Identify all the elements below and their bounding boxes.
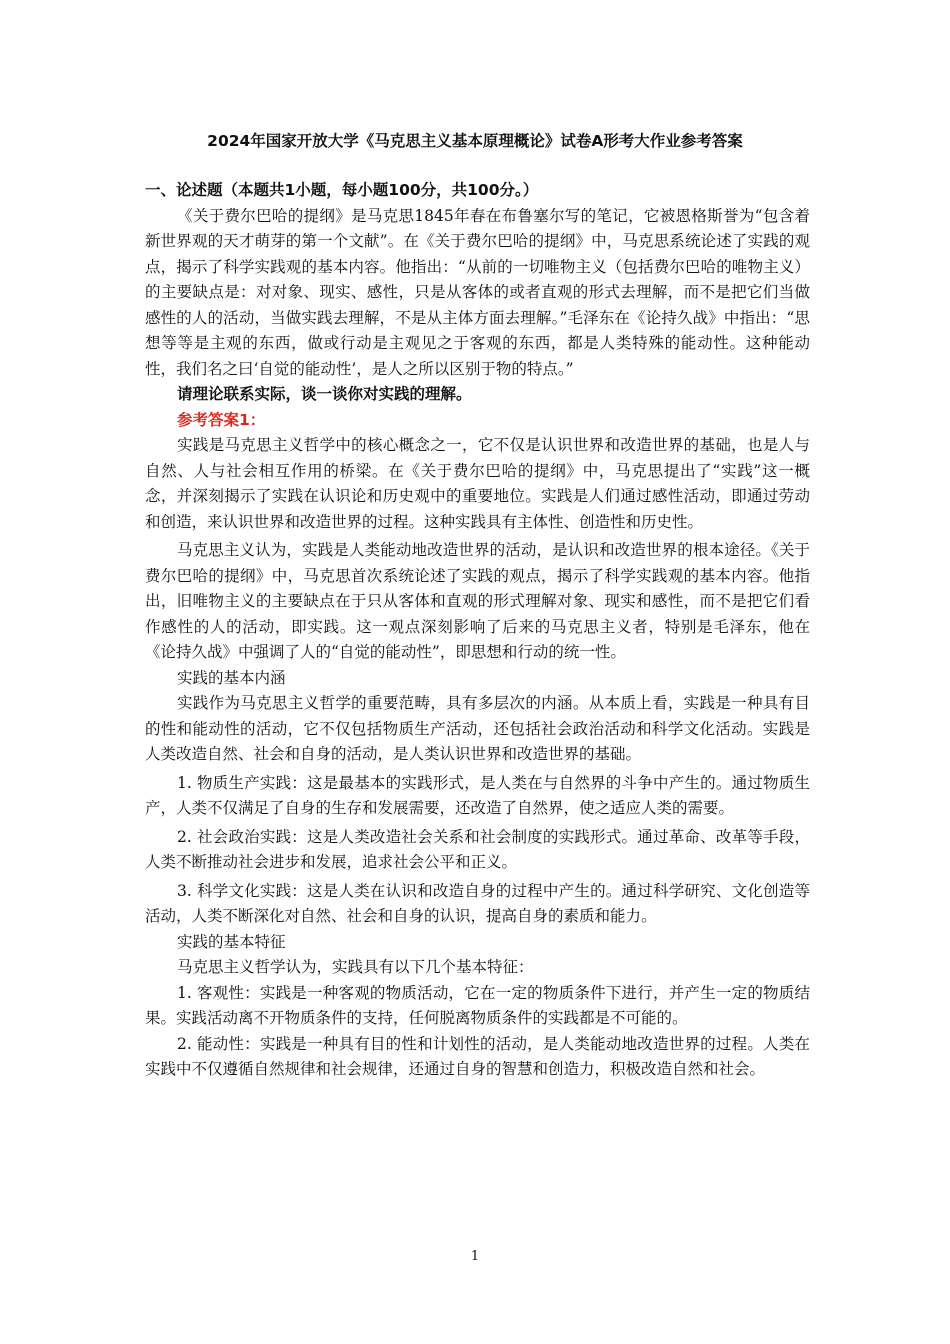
question-prompt: 请理论联系实际，谈一谈你对实践的理解。 [177,385,472,403]
page-number: 1 [470,1249,480,1264]
document-title: 2024年国家开放大学《马克思主义基本原理概论》试卷A形考大作业参考答案 [207,132,743,150]
list-item: 2. 社会政治实践：这是人类改造社会关系和社会制度的实践形式。通过革命、改革等手段，人类不断推动社会进步和发展，追求社会公平和正义。 [145,827,810,871]
answer-paragraph: 马克思主义哲学认为，实践具有以下几个基本特征： [177,958,534,976]
question-text: 《关于费尔巴哈的提纲》是马克思1845年春在布鲁塞尔写的笔记，它被恩格斯誉为“包含着新世界观的天才萌芽的第一个文献”。在《关于费尔巴哈的提纲》中，马克思系统论述了实践的观点，揭示了科学实践观的基本内容。他指出：“从前的一切唯物主义（包括费尔巴哈的唯物主义）的主要缺点是：对对象、现实、感性，只是从客体的或者直观的形式去理解，而不是把它们当做感性的人的活动，当做实践去理解，不是从主体方面去理解。”毛泽东在《论持久战》中指出：“思想等等是主观的东西，做或行动是主观见之于客观的东西，都是人类特殊的能动性。这种能动性，我们名之曰‘自觉的能动性’，是人之所以区别于物的特点。” [145,206,810,378]
subheading-basic-features: 实践的基本特征 [177,932,286,951]
section-heading: 一、论述题（本题共1小题，每小题100分，共100分。） [145,181,539,199]
answer-paragraph: 马克思主义认为，实践是人类能动地改造世界的活动，是认识和改造世界的根本途径。《关于费尔巴哈的提纲》中，马克思首次系统论述了实践的观点，揭示了科学实践观的基本内容。他指出，旧唯物主义的主要缺点在于只从客体和直观的形式理解对象、现实和感性，而不是把它们看作感性的人的活动，即实践。这一观点深刻影响了后来的马克思主义者，特别是毛泽东，他在《论持久战》中强调了人的“自觉的能动性”，即思想和行动的统一性。 [145,541,810,661]
answer-label: 参考答案1： [177,410,266,429]
document-body [145,178,810,1083]
subheading-basic-connotation: 实践的基本内涵 [177,668,286,687]
list-item: 3. 科学文化实践：这是人类在认识和改造自身的过程中产生的。通过科学研究、文化创造等活动，人类不断深化对自然、社会和自身的认识，提高自身的素质和能力。 [145,881,810,925]
answer-paragraph: 实践是马克思主义哲学中的核心概念之一，它不仅是认识世界和改造世界的基础，也是人与自然、人与社会相互作用的桥梁。在《关于费尔巴哈的提纲》中，马克思提出了“实践”这一概念，并深刻揭示了实践在认识论和历史观中的重要地位。实践是人们通过感性活动，即通过劳动和创造，来认识世界和改造世界的过程。这种实践具有主体性、创造性和历史性。 [145,436,810,531]
answer-paragraph: 实践作为马克思主义哲学的重要范畴，具有多层次的内涵。从本质上看，实践是一种具有目的性和能动性的活动，它不仅包括物质生产活动，还包括社会政治活动和科学文化活动。实践是人类改造自然、社会和自身的活动，是人类认识世界和改造世界的基础。 [145,694,810,763]
list-item: 1. 物质生产实践：这是最基本的实践形式，是人类在与自然界的斗争中产生的。通过物质生产，人类不仅满足了自身的生存和发展需要，还改造了自然界，使之适应人类的需要。 [145,773,810,817]
list-item: 2. 能动性：实践是一种具有目的性和计划性的活动，是人类能动地改造世界的过程。人类在实践中不仅遵循自然规律和社会规律，还通过自身的智慧和创造力，积极改造自然和社会。 [145,1034,810,1078]
list-item: 1. 客观性：实践是一种客观的物质活动，它在一定的物质条件下进行，并产生一定的物质结果。实践活动离不开物质条件的支持，任何脱离物质条件的实践都是不可能的。 [145,983,810,1027]
